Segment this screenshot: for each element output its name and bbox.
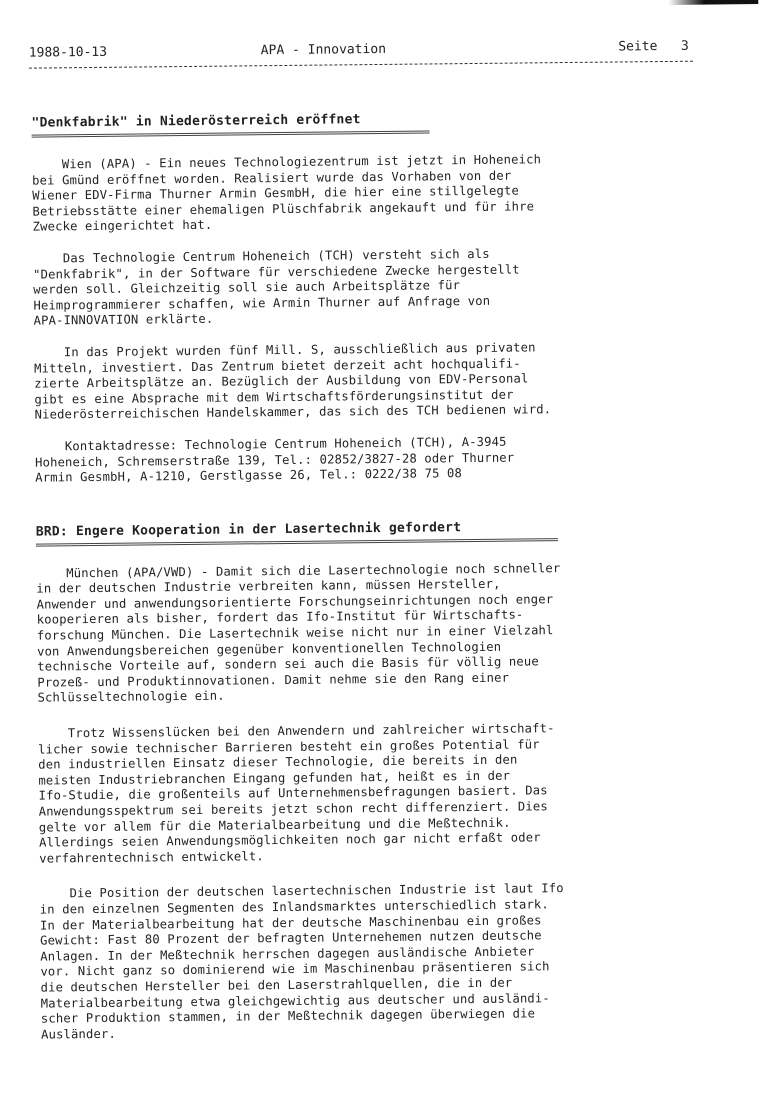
- article-paragraph: Die Position der deutschen lasertechnischen Industrie ist laut Ifo in den einzelnen Segmenten des Inlandsmarktes unterschiedlich stark. In der Materialbearbeitung hat der deutsche Maschinenbau ein großes Gewicht: Fast 80 Prozent der befragten Unternehemen nutzen deutsche Anlagen. In der Meßtechnik herrschen dagegen ausländische Anbieter vor. Nicht ganz so dominierend wie im Maschinenbau präsentieren sich die deutschen Hersteller bei den Laserstrahlquellen, die in der Materialbearbeitung etwa gleichgewichtig aus deutscher und ausländi- scher Produktion stammen, in der Meßtechnik dagegen überwiegen die Ausländer.: [39, 881, 564, 1042]
- article-paragraph: Wien (APA) - Ein neues Technologiezentrum ist jetzt in Hoheneich bei Gmünd eröffnet worden. Realisiert wurde das Vorhaben von der Wiener EDV-Firma Thurner Armin GesmbH, die hier eine stillgelegte Betriebsstätte einer ehemaligen Plüschfabrik angekauft und für ihre Zwecke eingerichtet hat.: [31, 152, 542, 234]
- article-headline: "Denkfabrik" in Niederösterreich eröffnet: [31, 112, 361, 131]
- article-headline: BRD: Engere Kooperation in der Lasertechnik gefordert: [35, 519, 462, 540]
- page-header: [29, 39, 693, 64]
- header-page-number: Seite 3: [618, 38, 689, 55]
- article-denkfabrik: [31, 104, 725, 486]
- article-lasertechnik: [36, 513, 731, 1043]
- article-paragraph: Das Technologie Centrum Hoheneich (TCH) versteht sich als "Denkfabrik", in der Software für verschiedene Zwecke hergestellt werden soll. Gleichzeitig soll sie auch Arbeitsplätze für Heimprogrammierer schaffen, wie Armin Thurner auf Anfrage von APA-INNOVATION erklärte.: [32, 246, 520, 328]
- article-paragraph: Trotz Wissenslücken bei den Anwendern und zahlreicher wirtschaft- licher sowie technischer Barrieren besteht ein großes Potential für den industriellen Einsatz dieser Technologie, die bereits in den meisten Industriebranchen Eingang gefunden hat, heißt es in der Ifo-Studie, die großenteils auf Unternehmensbefragungen basiert. Das Anwendungsspektrum sei bereits jetzt schon recht differenziert. Dies gelte vor allem für die Materialbearbeitung und die Meßtechnik. Allerdings seien Anwendungsmöglichkeiten noch gar nicht erfaßt oder verfahrentechnisch entwickelt.: [37, 721, 555, 866]
- article-paragraph: München (APA/VWD) - Damit sich die Lasertechnologie noch schneller in der deutschen Industrie verbreiten kann, müssen Hersteller, Anwender und anwendungsorientierte Forschungseinrichtungen noch enger kooperieren als bisher, fordert das Ifo-Institut für Wirtschafts- forschung München. Die Lasertechnik weise nicht nur in einer Vielzahl von Anwendungsbereichen gegenüber konventionellen Technologien technische Vorteile auf, sondern sei auch die Basis für völlig neue Prozeß- und Produktinnovationen. Damit nehme sie den Rang einer Schlüsseltechnologie ein.: [36, 560, 561, 706]
- scan-edge-shadow: [668, 0, 758, 5]
- page-content: [31, 104, 731, 1042]
- header-date: 1988-10-13: [28, 44, 108, 61]
- contact-address: Kontaktadresse: Technologie Centrum Hoheneich (TCH), A-3945 Hoheneich, Schremserstraße 139, Tel.: 02852/3827-28 oder Thurner Armin GesmbH, A-1210, Gerstlgasse 26, Tel.: 0222/38 75 08: [34, 434, 515, 485]
- article-paragraph: In das Projekt wurden fünf Mill. S, ausschließlich aus privaten Mitteln, investiert. Das Zentrum bietet derzeit acht hochqualifi- zierte Arbeitsplätze an. Bezüglich der Ausbildung von EDV-Personal gibt es eine Absprache mit dem Wirtschaftsförderungsinstitut der Niederösterreichischen Handelskammer, das sich des TCH bedienen wird.: [33, 340, 552, 422]
- header-title: APA - Innovation: [260, 41, 387, 59]
